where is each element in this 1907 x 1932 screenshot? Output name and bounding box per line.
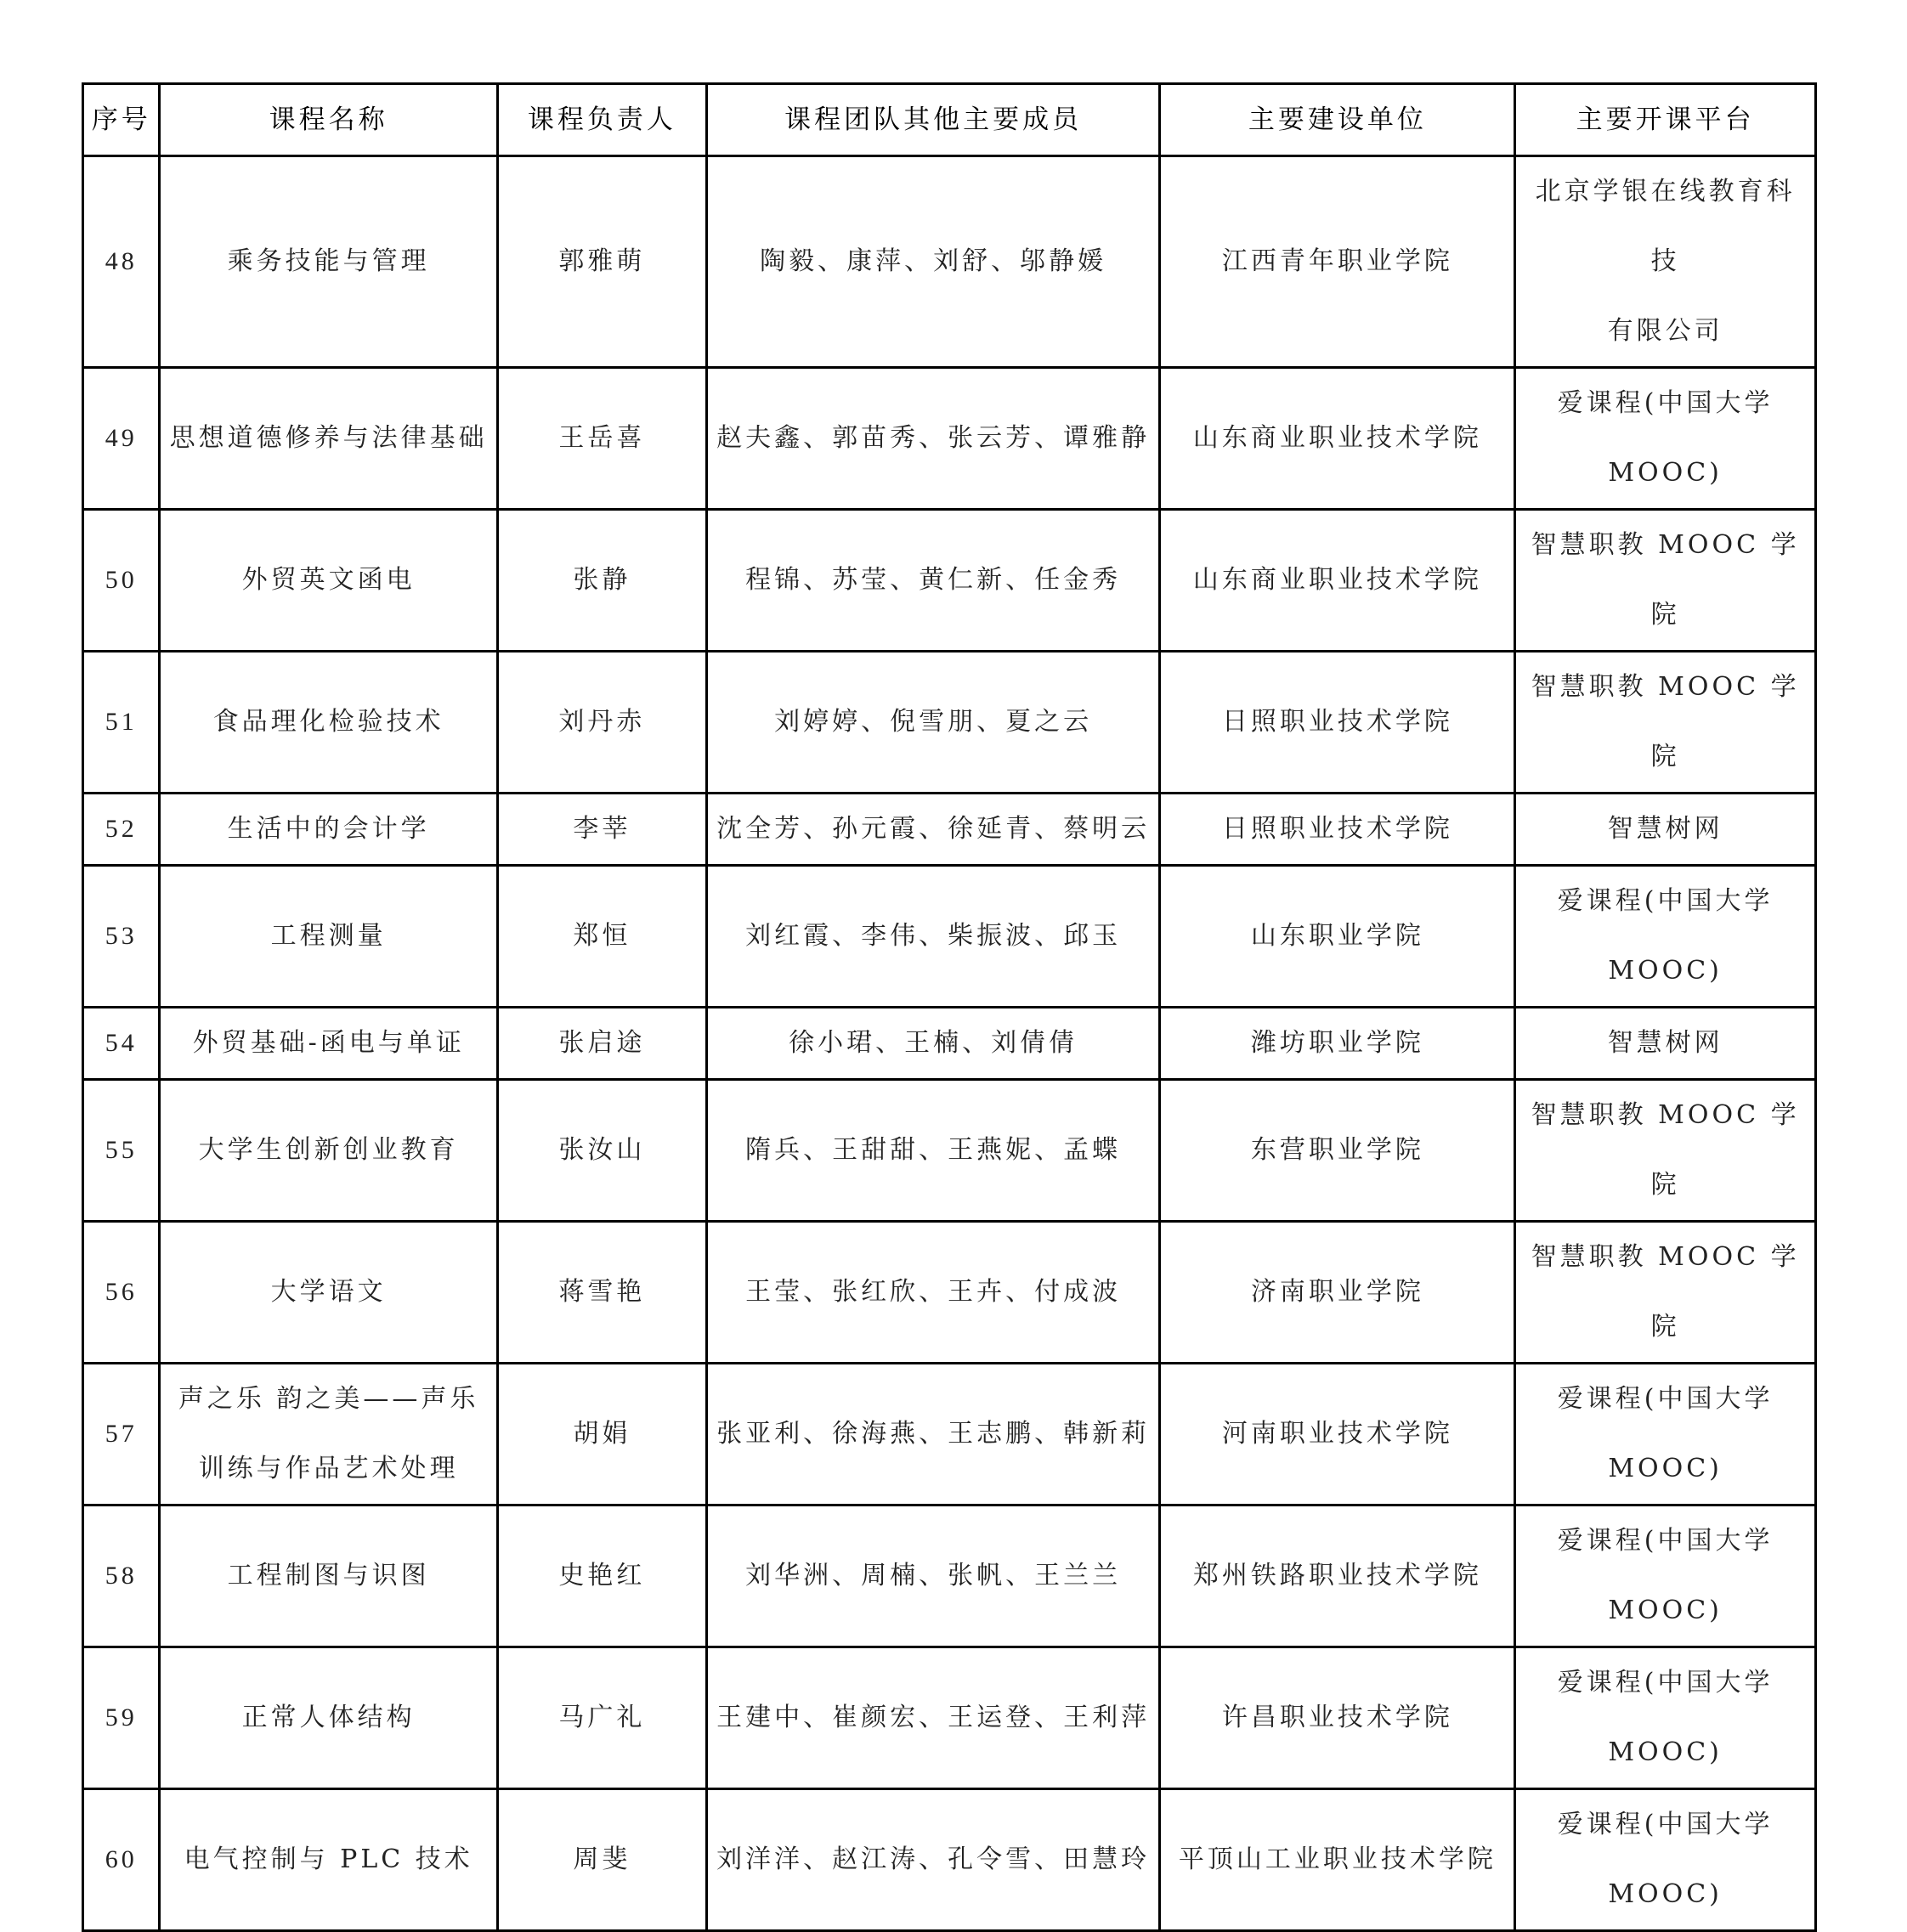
cell-main-unit: 日照职业技术学院 [1160,794,1515,866]
course-table [82,82,1817,1932]
cell-course-lead: 张静 [497,510,706,652]
table-row [83,652,1816,794]
cell-main-unit: 山东商业职业技术学院 [1160,510,1515,652]
cell-main-unit: 许昌职业技术学院 [1160,1647,1515,1789]
header-platform: 主要开课平台 [1515,84,1816,156]
cell-no: 53 [83,866,160,1008]
table-row [83,1647,1816,1789]
cell-course-name: 外贸基础-函电与单证 [160,1008,497,1080]
cell-course-lead: 张启途 [497,1008,706,1080]
header-course-lead: 课程负责人 [497,84,706,156]
cell-platform: 智慧职教 MOOC 学院 [1515,1222,1816,1364]
header-no: 序号 [83,84,160,156]
table-header-row [83,84,1816,156]
cell-main-unit: 潍坊职业学院 [1160,1008,1515,1080]
cell-main-unit: 东营职业学院 [1160,1080,1515,1222]
course-name-line-2: 训练与作品艺术处理 [198,1454,459,1483]
cell-course-name: 大学语文 [160,1222,497,1364]
header-course-name: 课程名称 [160,84,497,156]
cell-team-members: 隋兵、王甜甜、王燕妮、孟蝶 [706,1080,1160,1222]
course-name-line-1: 声之乐 韵之美——声乐 [178,1384,479,1414]
cell-no: 48 [83,156,160,368]
cell-platform: 爱课程(中国大学 MOOC) [1515,368,1816,510]
cell-no: 55 [83,1080,160,1222]
cell-course-lead: 张汝山 [497,1080,706,1222]
cell-team-members: 张亚利、徐海燕、王志鹏、韩新莉 [706,1364,1160,1505]
table-row [83,1789,1816,1931]
cell-course-name: 大学生创新创业教育 [160,1080,497,1222]
cell-platform: 爱课程(中国大学 MOOC) [1515,1364,1816,1505]
cell-course-lead: 刘丹赤 [497,652,706,794]
cell-team-members: 沈全芳、孙元霞、徐延青、蔡明云 [706,794,1160,866]
header-team-members: 课程团队其他主要成员 [706,84,1160,156]
cell-team-members: 徐小珺、王楠、刘倩倩 [706,1008,1160,1080]
cell-course-lead: 郭雅萌 [497,156,706,368]
table-row [83,794,1816,866]
cell-platform: 智慧树网 [1515,794,1816,866]
cell-platform: 爱课程(中国大学 MOOC) [1515,1505,1816,1647]
table-row [83,1364,1816,1505]
cell-team-members: 刘红霞、李伟、柴振波、邱玉 [706,866,1160,1008]
table-row [83,1008,1816,1080]
cell-course-name: 食品理化检验技术 [160,652,497,794]
cell-platform: 智慧职教 MOOC 学院 [1515,1080,1816,1222]
cell-no: 50 [83,510,160,652]
cell-platform: 爱课程(中国大学 MOOC) [1515,1789,1816,1931]
cell-course-name: 工程制图与识图 [160,1505,497,1647]
platform-line-1: 北京学银在线教育科技 [1535,177,1796,276]
cell-course-name: 思想道德修养与法律基础 [160,368,497,510]
cell-team-members: 刘华洲、周楠、张帆、王兰兰 [706,1505,1160,1647]
cell-no: 51 [83,652,160,794]
cell-course-name: 乘务技能与管理 [160,156,497,368]
cell-course-lead: 王岳喜 [497,368,706,510]
cell-team-members: 陶毅、康萍、刘舒、邬静媛 [706,156,1160,368]
cell-main-unit: 郑州铁路职业技术学院 [1160,1505,1515,1647]
cell-main-unit: 江西青年职业学院 [1160,156,1515,368]
table-row [83,866,1816,1008]
cell-course-name: 正常人体结构 [160,1647,497,1789]
cell-platform: 爱课程(中国大学 MOOC) [1515,1647,1816,1789]
table-row [83,1080,1816,1222]
cell-course-lead: 蒋雪艳 [497,1222,706,1364]
cell-no: 56 [83,1222,160,1364]
cell-course-lead: 郑恒 [497,866,706,1008]
cell-course-name: 电气控制与 PLC 技术 [160,1789,497,1931]
cell-platform: 智慧职教 MOOC 学院 [1515,652,1816,794]
cell-team-members: 刘洋洋、赵江涛、孔令雪、田慧玲 [706,1789,1160,1931]
header-main-unit: 主要建设单位 [1160,84,1515,156]
cell-course-name [160,1364,497,1505]
cell-team-members: 王莹、张红欣、王卉、付成波 [706,1222,1160,1364]
cell-no: 58 [83,1505,160,1647]
cell-course-lead: 史艳红 [497,1505,706,1647]
cell-no: 52 [83,794,160,866]
table-row [83,1222,1816,1364]
cell-course-lead: 马广礼 [497,1647,706,1789]
cell-course-lead: 胡娟 [497,1364,706,1505]
cell-no: 60 [83,1789,160,1931]
cell-team-members: 程锦、苏莹、黄仁新、任金秀 [706,510,1160,652]
table-row [83,510,1816,652]
table-row [83,1505,1816,1647]
cell-course-name: 工程测量 [160,866,497,1008]
cell-platform [1515,156,1816,368]
table-row [83,368,1816,510]
cell-course-lead: 李莘 [497,794,706,866]
cell-no: 49 [83,368,160,510]
table-row [83,156,1816,368]
cell-main-unit: 济南职业学院 [1160,1222,1515,1364]
cell-course-lead: 周斐 [497,1789,706,1931]
cell-team-members: 王建中、崔颜宏、王运登、王利萍 [706,1647,1160,1789]
platform-line-2: 有限公司 [1607,316,1723,346]
cell-main-unit: 山东商业职业技术学院 [1160,368,1515,510]
cell-platform: 智慧树网 [1515,1008,1816,1080]
cell-team-members: 赵夫鑫、郭苗秀、张云芳、谭雅静 [706,368,1160,510]
cell-team-members: 刘婷婷、倪雪朋、夏之云 [706,652,1160,794]
cell-main-unit: 河南职业技术学院 [1160,1364,1515,1505]
cell-no: 57 [83,1364,160,1505]
cell-platform: 爱课程(中国大学 MOOC) [1515,866,1816,1008]
cell-main-unit: 日照职业技术学院 [1160,652,1515,794]
cell-no: 59 [83,1647,160,1789]
cell-no: 54 [83,1008,160,1080]
cell-course-name: 生活中的会计学 [160,794,497,866]
cell-main-unit: 山东职业学院 [1160,866,1515,1008]
cell-main-unit: 平顶山工业职业技术学院 [1160,1789,1515,1931]
cell-course-name: 外贸英文函电 [160,510,497,652]
cell-platform: 智慧职教 MOOC 学院 [1515,510,1816,652]
